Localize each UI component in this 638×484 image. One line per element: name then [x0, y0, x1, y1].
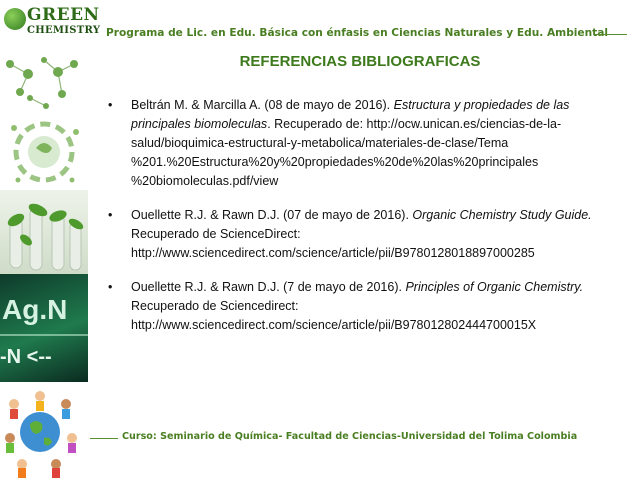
- decorative-sidebar: [0, 0, 101, 479]
- chemistry-symbol-text: Ag.N: [2, 294, 68, 325]
- reference-url: http://www.sciencedirect.com/science/article/pii/B9780128018897000285: [131, 246, 535, 260]
- logo-green-text: GREEN: [27, 5, 100, 25]
- page-title: REFERENCIAS BIBLIOGRAFICAS: [239, 53, 481, 70]
- course-footer: Curso: Seminario de Química- Facultad de Ciencias-Universidad del Tolima Colombia: [122, 431, 578, 442]
- reference-title: Principles of Organic Chemistry.: [405, 280, 584, 294]
- molecule-icon: [0, 50, 88, 110]
- reference-authors: Ouellette R.J. & Rawn D.J. (7 de mayo de 2016).: [131, 280, 402, 294]
- reference-title: Organic Chemistry Study Guide.: [412, 208, 592, 222]
- bullet: •: [108, 280, 113, 294]
- reference-item: [108, 96, 608, 191]
- globe-icon: [4, 8, 26, 30]
- test-tubes-image: [0, 190, 88, 274]
- footer-rule: [90, 438, 118, 439]
- recycle-globe-icon: [0, 110, 88, 190]
- reference-list: [108, 96, 608, 335]
- chemistry-arrow-text: -N <--: [0, 346, 52, 368]
- header-rule: [595, 34, 627, 35]
- reference-authors: Ouellette R.J. & Rawn D.J. (07 de mayo de 2016).: [131, 208, 409, 222]
- reference-item: [108, 206, 608, 263]
- reference-source-line: %201.%20Estructura%20y%20propiedades%20de%20las%20principales: [131, 155, 539, 169]
- reference-url: http://www.sciencedirect.com/science/article/pii/B978012802444700015X: [131, 318, 537, 332]
- eco-globe-image: [0, 110, 88, 190]
- bullet: •: [108, 98, 113, 112]
- reference-item: [108, 278, 608, 335]
- bullet: •: [108, 208, 113, 222]
- children-globe-icon: [0, 382, 88, 479]
- chemistry-formula-image: [0, 274, 88, 382]
- green-chemistry-logo: [2, 2, 101, 48]
- reference-source-line: Recuperado de ScienceDirect:: [131, 227, 301, 241]
- reference-title: Estructura y propiedades de las principales biomoleculas: [131, 98, 570, 131]
- logo-chemistry-text: CHEMISTRY: [27, 25, 101, 36]
- molecules-image: [0, 50, 88, 110]
- program-header: Programa de Lic. en Edu. Básica con énfasis en Ciencias Naturales y Edu. Ambiental: [106, 27, 608, 39]
- reference-source-line: Recuperado de Sciencedirect:: [131, 299, 299, 313]
- reference-source-line: salud/bioquimica-estructural-y-metabolica/materiales-de-clase/Tema: [131, 136, 509, 150]
- reference-authors: Beltrán M. & Marcilla A. (08 de mayo de 2016).: [131, 98, 391, 112]
- reference-source-line: . Recuperado de: http://ocw.unican.es/ciencias-de-la-: [267, 117, 562, 131]
- test-tube-plant-icon: [0, 190, 88, 274]
- reference-source-line: %20biomoleculas.pdf/view: [131, 174, 279, 188]
- children-globe-image: [0, 382, 88, 479]
